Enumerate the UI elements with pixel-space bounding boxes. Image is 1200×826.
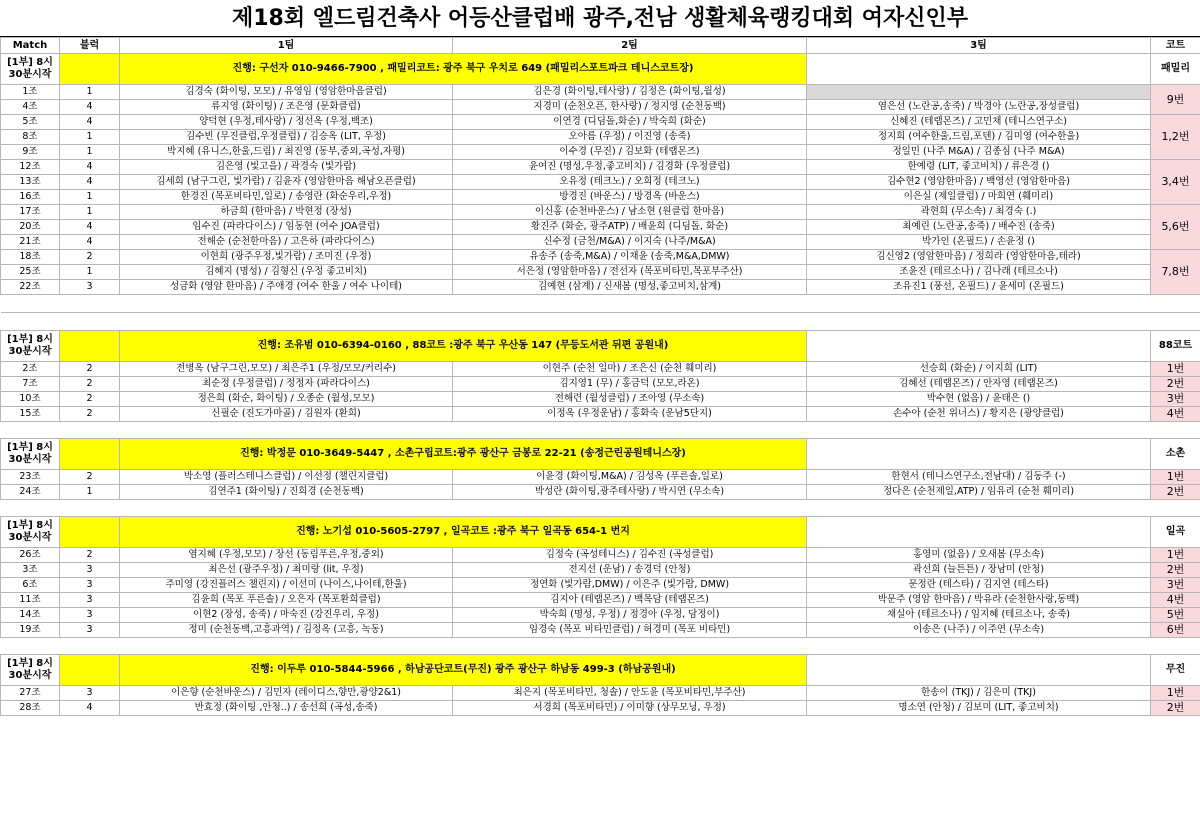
gap-cell	[60, 295, 120, 313]
team3-cell: 문정란 (테스타) / 김지연 (테스타)	[807, 578, 1151, 593]
gap-cell	[807, 295, 1151, 313]
match-id: 15조	[1, 407, 60, 422]
section-court-name: 무진	[1151, 655, 1200, 686]
match-row	[1, 593, 1200, 608]
team1-cell: 성금화 (영암 한마음) / 주애경 (여수 한울 / 여수 나이테)	[120, 280, 453, 295]
match-id: 23조	[1, 470, 60, 485]
team1-cell: 이현희 (광주우정,빛가람) / 조미진 (우정)	[120, 250, 453, 265]
match-id: 27조	[1, 686, 60, 701]
section-info: 진행: 이두루 010-5844-5966 , 하남공단코트(무진) 광주 광산구 하남동 499-3 (하남공원내)	[120, 655, 807, 686]
match-id: 10조	[1, 392, 60, 407]
team3-cell: 신혜진 (테랩몬즈) / 고민채 (테니스연구소)	[807, 115, 1151, 130]
match-row	[1, 578, 1200, 593]
block-number: 2	[60, 407, 120, 422]
section-team3-blank	[807, 517, 1151, 548]
gap-cell	[807, 422, 1151, 439]
team2-cell: 방경진 (바운스) / 방경옥 (바운스)	[453, 190, 807, 205]
team1-cell: 김경숙 (화이팅, 모모) / 유영임 (영암한마음클럽)	[120, 85, 453, 100]
team3-cell: 곽선희 (늘튼튼) / 장남미 (안청)	[807, 563, 1151, 578]
team1-cell: 주미영 (강진플러스 챌린지) / 이선미 (나이스,나이테,한울)	[120, 578, 453, 593]
match-id: 20조	[1, 220, 60, 235]
team1-cell: 임수진 (파라다이스) / 임동현 (여수 JOA클럽)	[120, 220, 453, 235]
team3-cell: 손수아 (순천 위너스) / 황지은 (광양클럽)	[807, 407, 1151, 422]
section-info: 진행: 노기섭 010-5605-2797 , 일곡코트 :광주 북구 일곡동 654-1 번지	[120, 517, 807, 548]
match-id: 7조	[1, 377, 60, 392]
team2-cell: 유송주 (송죽,M&A) / 이채윤 (송죽,M&A,DMW)	[453, 250, 807, 265]
section-team3-blank	[807, 655, 1151, 686]
header-team3: 3팀	[807, 38, 1151, 54]
team2-cell: 전해련 (월성클럽) / 조아영 (무소속)	[453, 392, 807, 407]
match-id: 11조	[1, 593, 60, 608]
team2-cell: 오아름 (우정) / 이진영 (송죽)	[453, 130, 807, 145]
court-number: 3번	[1151, 392, 1200, 407]
gap-cell	[1, 638, 60, 655]
team1-cell: 박소영 (플러스테니스클럽) / 이선정 (챌린지클럽)	[120, 470, 453, 485]
court-number: 1번	[1151, 548, 1200, 563]
team1-cell: 박지혜 (유니스,한울,드림) / 최진영 (동부,중외,곡성,자평)	[120, 145, 453, 160]
match-id: 5조	[1, 115, 60, 130]
court-number: 9번	[1151, 85, 1200, 115]
section-team3-blank	[807, 439, 1151, 470]
match-row	[1, 175, 1200, 190]
match-id: 12조	[1, 160, 60, 175]
match-id: 17조	[1, 205, 60, 220]
team2-cell: 지경미 (순천오픈, 한사랑) / 정지영 (순천동백)	[453, 100, 807, 115]
team3-cell: 정지희 (여수한울,드림,포텐) / 김미영 (여수한울)	[807, 130, 1151, 145]
block-number: 3	[60, 686, 120, 701]
team3-cell	[807, 85, 1151, 100]
section-header	[1, 54, 1200, 85]
gap-cell	[120, 638, 453, 655]
court-number: 4번	[1151, 407, 1200, 422]
team2-cell: 이정옥 (우정운남) / 홍화숙 (운남5단지)	[453, 407, 807, 422]
court-number: 5,6번	[1151, 205, 1200, 250]
court-number: 2번	[1151, 485, 1200, 500]
block-number: 2	[60, 250, 120, 265]
section-block-blank	[60, 54, 120, 85]
match-row	[1, 548, 1200, 563]
court-number: 7,8번	[1151, 250, 1200, 295]
section-block-blank	[60, 655, 120, 686]
gap-cell	[60, 500, 120, 517]
gap-cell	[453, 295, 807, 313]
section-block-blank	[60, 331, 120, 362]
gap-cell	[1151, 500, 1200, 517]
team3-cell: 홍영미 (없음) / 오새봄 (무소속)	[807, 548, 1151, 563]
section-header	[1, 655, 1200, 686]
match-id: 22조	[1, 280, 60, 295]
team2-cell: 김정숙 (곡성테니스) / 김수진 (곡성클럽)	[453, 548, 807, 563]
court-number: 1번	[1151, 470, 1200, 485]
block-number: 4	[60, 175, 120, 190]
team2-cell: 김지아 (테랩몬즈) / 백목담 (테랩몬즈)	[453, 593, 807, 608]
team1-cell: 최은선 (광주우정) / 최미랑 (lit, 우정)	[120, 563, 453, 578]
block-number: 1	[60, 190, 120, 205]
block-number: 3	[60, 623, 120, 638]
header-team2: 2팀	[453, 38, 807, 54]
team3-cell: 박가인 (온필드) / 손윤정 ()	[807, 235, 1151, 250]
team1-cell: 이은향 (순천바운스) / 김민자 (레이디스,향만,광양2&1)	[120, 686, 453, 701]
section-gap	[1, 638, 1200, 655]
match-row	[1, 190, 1200, 205]
match-row	[1, 85, 1200, 100]
team3-cell: 한현서 (테니스연구소,전남대) / 김동주 (-)	[807, 470, 1151, 485]
team3-cell: 김혜선 (테랩몬즈) / 안자영 (테랩몬즈)	[807, 377, 1151, 392]
team1-cell: 전해순 (순천한마음) / 고은하 (파라다이스)	[120, 235, 453, 250]
team2-cell: 정연화 (빛가람,DMW) / 이은주 (빛가람, DMW)	[453, 578, 807, 593]
gap-cell	[1151, 313, 1200, 331]
match-row	[1, 220, 1200, 235]
team1-cell: 김세희 (남구그린, 빛가람) / 김윤자 (영암한마음 해남오픈클럽)	[120, 175, 453, 190]
gap-cell	[1, 422, 60, 439]
match-row	[1, 205, 1200, 220]
match-row	[1, 280, 1200, 295]
block-number: 4	[60, 701, 120, 716]
team1-cell: 최순정 (우정클럽) / 정정자 (파라다이스)	[120, 377, 453, 392]
block-number: 1	[60, 265, 120, 280]
team2-cell: 황진주 (화순, 광주ATP) / 배윤희 (디딤돌, 화순)	[453, 220, 807, 235]
section-header	[1, 331, 1200, 362]
team1-cell: 김윤희 (목포 푸른솔) / 오은자 (목포환희클럽)	[120, 593, 453, 608]
team3-cell: 정다은 (순천제일,ATP) / 임유리 (순천 훼미리)	[807, 485, 1151, 500]
match-row	[1, 145, 1200, 160]
match-row	[1, 362, 1200, 377]
team2-cell: 전지선 (운남) / 송경덕 (안청)	[453, 563, 807, 578]
team2-cell: 오유정 (테크노) / 오희정 (테크노)	[453, 175, 807, 190]
match-id: 16조	[1, 190, 60, 205]
block-number: 1	[60, 205, 120, 220]
match-row	[1, 392, 1200, 407]
section-info: 진행: 박정문 010-3649-5447 , 소촌구립코트:광주 광산구 금봉로 22-21 (송정근린공원테니스장)	[120, 439, 807, 470]
match-row	[1, 235, 1200, 250]
match-id: 14조	[1, 608, 60, 623]
match-id: 8조	[1, 130, 60, 145]
team1-cell: 양덕현 (우정,테사랑) / 정선옥 (우정,백조)	[120, 115, 453, 130]
match-row	[1, 377, 1200, 392]
team3-cell: 정일민 (나주 M&A) / 김종심 (나주 M&A)	[807, 145, 1151, 160]
section-start-time: [1부] 8시 30분시작	[1, 517, 60, 548]
team1-cell: 염지혜 (우정,모모) / 장선 (동림푸른,우정,중외)	[120, 548, 453, 563]
match-id: 25조	[1, 265, 60, 280]
team1-cell: 이현2 (장성, 송죽) / 마숙진 (강진우리, 우정)	[120, 608, 453, 623]
match-id: 28조	[1, 701, 60, 716]
court-number: 5번	[1151, 608, 1200, 623]
header-row	[1, 38, 1200, 54]
match-row	[1, 265, 1200, 280]
gap-cell	[453, 422, 807, 439]
section-start-time: [1부] 8시 30분시작	[1, 655, 60, 686]
match-id: 6조	[1, 578, 60, 593]
match-row	[1, 470, 1200, 485]
block-number: 4	[60, 220, 120, 235]
team1-cell: 김혜지 (명성) / 김형신 (우정 좋고비치)	[120, 265, 453, 280]
block-number: 1	[60, 85, 120, 100]
block-number: 1	[60, 130, 120, 145]
match-id: 18조	[1, 250, 60, 265]
match-id: 2조	[1, 362, 60, 377]
team2-cell: 신수정 (금천/M&A) / 이지숙 (나주/M&A)	[453, 235, 807, 250]
team3-cell: 한송이 (TKJ) / 김은미 (TKJ)	[807, 686, 1151, 701]
header-court: 코트	[1151, 38, 1200, 54]
gap-cell	[120, 313, 453, 331]
gap-cell	[453, 500, 807, 517]
team3-cell: 김신영2 (영암한마음) / 정희라 (영암한마음,테라)	[807, 250, 1151, 265]
court-number: 3,4번	[1151, 160, 1200, 205]
team2-cell: 윤여진 (명성,우정,좋고비치) / 김경화 (우정클럽)	[453, 160, 807, 175]
court-number: 2번	[1151, 701, 1200, 716]
match-id: 1조	[1, 85, 60, 100]
section-header	[1, 439, 1200, 470]
court-number: 1번	[1151, 686, 1200, 701]
match-row	[1, 563, 1200, 578]
gap-cell	[1151, 638, 1200, 655]
block-number: 2	[60, 377, 120, 392]
team3-cell: 박수현 (없음) / 윤태은 ()	[807, 392, 1151, 407]
gap-cell	[120, 422, 453, 439]
team3-cell: 곽현희 (무소속) / 최경숙 (.)	[807, 205, 1151, 220]
block-number: 2	[60, 392, 120, 407]
gap-cell	[453, 313, 807, 331]
team3-cell: 이은실 (제일클럽) / 마희연 (훼미리)	[807, 190, 1151, 205]
section-team3-blank	[807, 54, 1151, 85]
team2-cell: 서경희 (목포비타민) / 이미향 (상무모닝, 우정)	[453, 701, 807, 716]
section-block-blank	[60, 439, 120, 470]
section-gap	[1, 500, 1200, 517]
section-start-time: [1부] 8시 30분시작	[1, 54, 60, 85]
match-row	[1, 100, 1200, 115]
team2-cell: 김은경 (화이팅,테사랑) / 김정은 (화이팅,월성)	[453, 85, 807, 100]
team3-cell: 김수현2 (영암한마음) / 백영선 (영암한마음)	[807, 175, 1151, 190]
section-gap	[1, 313, 1200, 331]
match-row	[1, 115, 1200, 130]
block-number: 3	[60, 578, 120, 593]
section-gap	[1, 422, 1200, 439]
match-id: 13조	[1, 175, 60, 190]
team2-cell: 이현주 (순천 일마) / 조은신 (순천 훼미리)	[453, 362, 807, 377]
header-team1: 1팀	[120, 38, 453, 54]
header-match: Match	[1, 38, 60, 54]
team3-cell: 선승희 (화순) / 이지희 (LIT)	[807, 362, 1151, 377]
match-row	[1, 407, 1200, 422]
team3-cell: 조윤진 (테르소나) / 김나래 (테르소나)	[807, 265, 1151, 280]
gap-cell	[60, 638, 120, 655]
block-number: 3	[60, 280, 120, 295]
block-number: 3	[60, 593, 120, 608]
gap-cell	[60, 422, 120, 439]
gap-cell	[1, 313, 60, 331]
team1-cell: 정은희 (화순, 화이팅) / 오종순 (월성,모모)	[120, 392, 453, 407]
section-block-blank	[60, 517, 120, 548]
match-id: 3조	[1, 563, 60, 578]
team2-cell: 서은정 (영암한마음) / 전선자 (목포비타민,목포부주산)	[453, 265, 807, 280]
gap-cell	[1151, 295, 1200, 313]
team1-cell: 반효정 (화이팅 ,안청..) / 송선희 (곡성,송죽)	[120, 701, 453, 716]
gap-cell	[60, 313, 120, 331]
section-info: 진행: 구선자 010-9466-7900 , 패밀리코트: 광주 북구 우치로 649 (패밀리스포트파크 테니스코트장)	[120, 54, 807, 85]
team2-cell: 임경숙 (목포 비타민클럽) / 허경미 (목포 비타민)	[453, 623, 807, 638]
page-title: 제18회 엘드림건축사 어등산클럽배 광주,전남 생활체육랭킹대회 여자신인부	[0, 0, 1200, 37]
gap-cell	[1, 295, 60, 313]
section-court-name: 소촌	[1151, 439, 1200, 470]
gap-cell	[807, 500, 1151, 517]
match-row	[1, 485, 1200, 500]
team3-cell: 명소연 (안청) / 김보미 (LIT, 좋고비치)	[807, 701, 1151, 716]
section-court-name: 일곡	[1151, 517, 1200, 548]
match-id: 9조	[1, 145, 60, 160]
block-number: 4	[60, 235, 120, 250]
section-court-name: 패밀리	[1151, 54, 1200, 85]
schedule-table	[0, 37, 1200, 716]
team1-cell: 신필순 (진도가마골) / 김원자 (환희)	[120, 407, 453, 422]
gap-cell	[1, 500, 60, 517]
team2-cell: 이윤경 (화이팅,M&A) / 김성옥 (푸른솔,일로)	[453, 470, 807, 485]
block-number: 3	[60, 608, 120, 623]
header-block: 블럭	[60, 38, 120, 54]
match-id: 26조	[1, 548, 60, 563]
court-number: 3번	[1151, 578, 1200, 593]
team1-cell: 정미 (순천동백,고흥과역) / 김정옥 (고흥, 녹동)	[120, 623, 453, 638]
block-number: 1	[60, 145, 120, 160]
gap-cell	[807, 313, 1151, 331]
block-number: 4	[60, 160, 120, 175]
match-row	[1, 130, 1200, 145]
gap-cell	[807, 638, 1151, 655]
team2-cell: 이신홍 (순천바운스) / 남소현 (원클럽 한마음)	[453, 205, 807, 220]
gap-cell	[1151, 422, 1200, 439]
match-id: 19조	[1, 623, 60, 638]
block-number: 4	[60, 115, 120, 130]
team3-cell: 조유진1 (풍선, 온필드) / 윤세미 (온필드)	[807, 280, 1151, 295]
team3-cell: 최예린 (노란공,송죽) / 배수진 (송죽)	[807, 220, 1151, 235]
match-row	[1, 250, 1200, 265]
section-header	[1, 517, 1200, 548]
match-row	[1, 623, 1200, 638]
match-id: 24조	[1, 485, 60, 500]
match-id: 4조	[1, 100, 60, 115]
team2-cell: 박성란 (화이팅,광주테사랑) / 박시연 (무소속)	[453, 485, 807, 500]
section-start-time: [1부] 8시 30분시작	[1, 331, 60, 362]
team1-cell: 김연주1 (화이팅) / 진희경 (순천동백)	[120, 485, 453, 500]
team1-cell: 하금희 (한마음) / 박현정 (장성)	[120, 205, 453, 220]
team3-cell: 박문주 (영암 한마음) / 박유라 (순천한사랑,동백)	[807, 593, 1151, 608]
court-number: 6번	[1151, 623, 1200, 638]
match-row	[1, 608, 1200, 623]
team1-cell: 전병옥 (남구그린,모모) / 최은주1 (우정/모모/커리수)	[120, 362, 453, 377]
section-court-name: 88코트	[1151, 331, 1200, 362]
court-number: 1,2번	[1151, 115, 1200, 160]
court-number: 2번	[1151, 377, 1200, 392]
block-number: 2	[60, 362, 120, 377]
gap-cell	[453, 638, 807, 655]
block-number: 2	[60, 470, 120, 485]
team1-cell: 한경진 (목포비타민,일로) / 송영란 (화순우리,우정)	[120, 190, 453, 205]
court-number: 2번	[1151, 563, 1200, 578]
team2-cell: 이수경 (무진) / 김보화 (테랩몬즈)	[453, 145, 807, 160]
team2-cell: 박숙희 (명성, 우정) / 정경아 (우정, 담정이)	[453, 608, 807, 623]
team3-cell: 채실아 (테르소나) / 임지혜 (테르소나, 송죽)	[807, 608, 1151, 623]
team1-cell: 김수빈 (무진클럽,우정클럽) / 김승옥 (LIT, 우정)	[120, 130, 453, 145]
gap-cell	[120, 500, 453, 517]
court-number: 1번	[1151, 362, 1200, 377]
block-number: 2	[60, 548, 120, 563]
match-row	[1, 686, 1200, 701]
section-team3-blank	[807, 331, 1151, 362]
team3-cell: 염은선 (노란공,송죽) / 박경아 (노란공,장성클럽)	[807, 100, 1151, 115]
section-info: 진행: 조유범 010-6394-0160 , 88코트 :광주 북구 우산동 147 (무등도서관 뒤편 공원내)	[120, 331, 807, 362]
match-row	[1, 701, 1200, 716]
match-row	[1, 160, 1200, 175]
team2-cell: 김지영1 (무) / 홍금덕 (모모,라온)	[453, 377, 807, 392]
team1-cell: 류지영 (화이팅) / 조은영 (문화클럽)	[120, 100, 453, 115]
block-number: 3	[60, 563, 120, 578]
team2-cell: 김예현 (삼계) / 신새봄 (명성,좋고비치,삼계)	[453, 280, 807, 295]
team3-cell: 한예령 (LIT, 좋고비치) / 류은경 ()	[807, 160, 1151, 175]
block-number: 4	[60, 100, 120, 115]
block-number: 1	[60, 485, 120, 500]
team1-cell: 김은영 (빛고을) / 곽경숙 (빛가람)	[120, 160, 453, 175]
team3-cell: 이송은 (나주) / 이주연 (무소속)	[807, 623, 1151, 638]
section-gap	[1, 295, 1200, 313]
team2-cell: 최은지 (목포비타민, 청솔) / 안도윤 (목포비타민,부주산)	[453, 686, 807, 701]
gap-cell	[120, 295, 453, 313]
section-start-time: [1부] 8시 30분시작	[1, 439, 60, 470]
court-number: 4번	[1151, 593, 1200, 608]
match-id: 21조	[1, 235, 60, 250]
team2-cell: 이연경 (디딤돌,화순) / 박숙희 (화순)	[453, 115, 807, 130]
